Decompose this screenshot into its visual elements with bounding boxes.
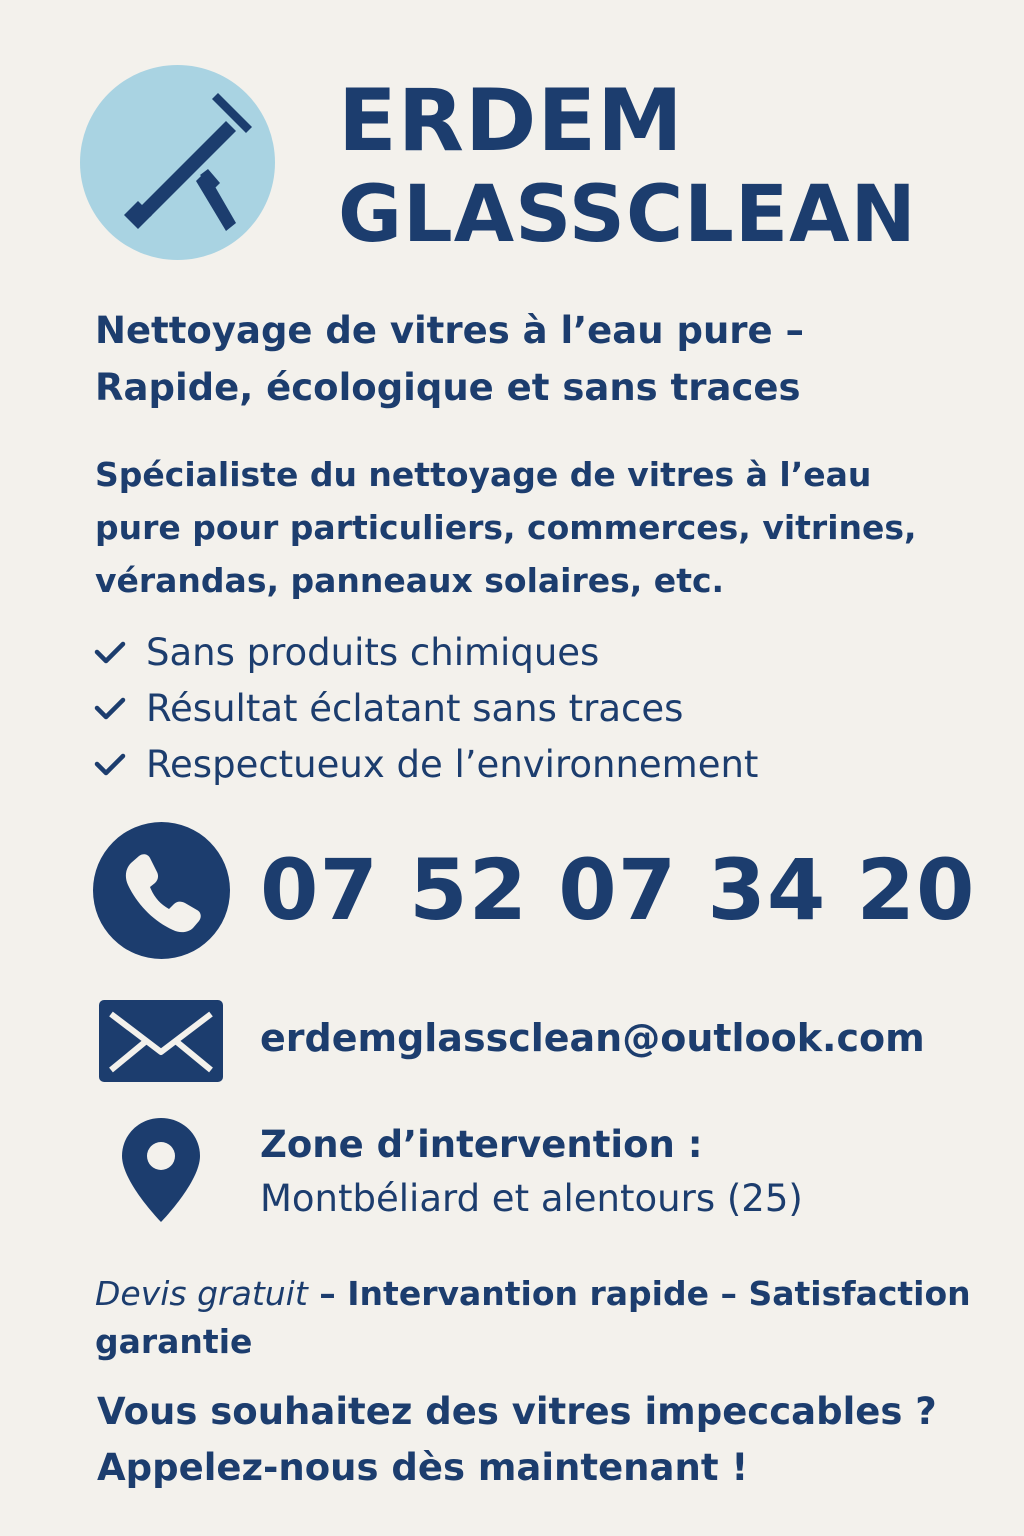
tagline <box>95 302 975 416</box>
feature-label: Sans produits chimiques <box>146 630 600 674</box>
zone-area: Montbéliard et alentours (25) <box>260 1177 803 1220</box>
phone-number[interactable]: 07 52 07 34 20 <box>260 841 976 939</box>
description-line-3: vérandas, panneaux solaires, etc. <box>95 561 725 600</box>
check-icon <box>92 746 128 782</box>
cta-line-1: Vous souhaitez des vitres impeccables ? <box>97 1390 937 1433</box>
feature-item <box>92 680 992 736</box>
promo-rest: – Intervantion rapide – Satisfaction garantie <box>95 1274 971 1361</box>
call-to-action <box>97 1384 997 1496</box>
description <box>95 448 995 607</box>
brand-name-line-2: GLASSCLEAN <box>338 170 917 260</box>
tagline-line-1: Nettoyage de vitres à l’eau pure – <box>95 309 805 352</box>
tagline-line-2: Rapide, écologique et sans traces <box>95 366 801 409</box>
logo <box>80 65 275 260</box>
check-icon <box>92 634 128 670</box>
envelope-icon <box>99 1000 223 1082</box>
zone-title: Zone d’intervention : <box>260 1123 703 1166</box>
brand-name-line-1: ERDEM <box>338 71 684 171</box>
feature-label: Respectueux de l’environnement <box>146 742 759 786</box>
squeegee-icon <box>80 65 275 260</box>
feature-list <box>92 624 992 792</box>
feature-item <box>92 736 992 792</box>
check-icon <box>92 690 128 726</box>
description-line-2: pure pour particuliers, commerces, vitrines, <box>95 508 917 547</box>
feature-label: Résultat éclatant sans traces <box>146 686 684 730</box>
email-link[interactable]: erdemglassclean@outlook.com <box>260 1016 925 1060</box>
map-pin-icon <box>122 1118 200 1222</box>
phone-icon <box>93 822 230 959</box>
promo-line <box>95 1270 975 1366</box>
cta-line-2: Appelez-nous dès maintenant ! <box>97 1446 749 1489</box>
description-line-1: Spécialiste du nettoyage de vitres à l’eau <box>95 455 872 494</box>
feature-item <box>92 624 992 680</box>
promo-free-quote: Devis gratuit <box>95 1274 308 1313</box>
